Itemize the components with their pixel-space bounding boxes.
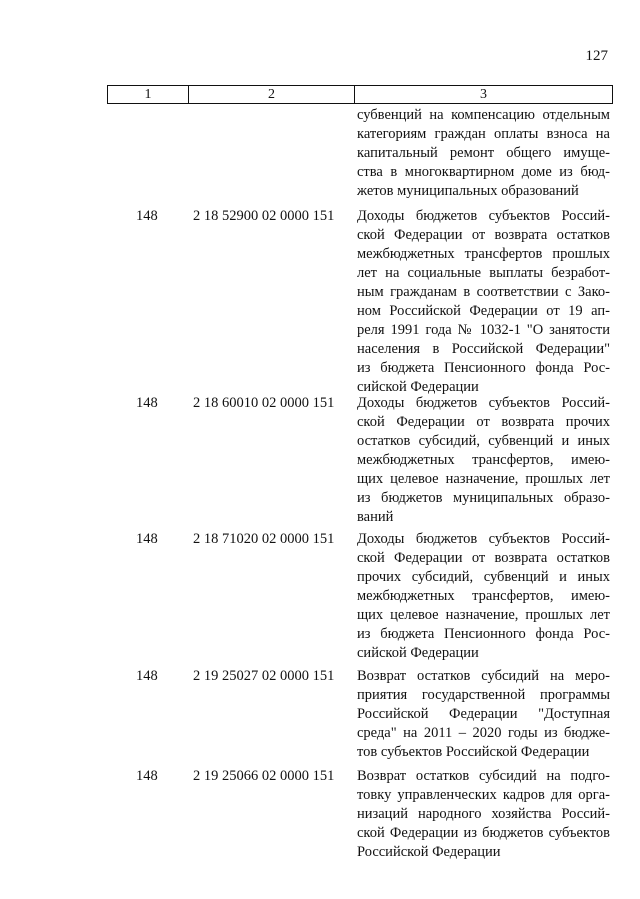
admin-code: 148 [136, 395, 158, 411]
desc-line: щих целевое назначение, прошлых лет [357, 471, 610, 487]
page-number: 127 [585, 48, 608, 64]
admin-code: 148 [136, 668, 158, 684]
desc-line: из бюджетов муниципальных образо- [357, 490, 610, 506]
desc-line: остатков субсидий, субвенций и иных [357, 433, 610, 449]
desc-line: лет на социальные выплаты безработ- [357, 265, 610, 281]
income-description [357, 530, 610, 663]
desc-line: прочих субсидий, субвенций и иных [357, 569, 610, 585]
admin-code: 148 [136, 208, 158, 224]
continuation-description [357, 106, 610, 201]
desc-line: Российской Федерации [357, 844, 501, 860]
desc-line: ской Федерации от возврата остатков [357, 227, 610, 243]
admin-code: 148 [136, 768, 158, 784]
desc-line: жетов муниципальных образований [357, 183, 579, 199]
desc-line: среда" на 2011 – 2020 годы из бюдже- [357, 725, 610, 741]
budget-classification-code: 2 19 25066 02 0000 151 [193, 768, 335, 784]
budget-classification-code: 2 18 71020 02 0000 151 [193, 531, 335, 547]
desc-line: Российской Федерации "Доступная [357, 706, 610, 722]
budget-classification-code: 2 18 60010 02 0000 151 [193, 395, 335, 411]
desc-line: ской Федерации из бюджетов субъектов [357, 825, 610, 841]
desc-line: реля 1991 года № 1032-1 "О занятости [357, 322, 610, 338]
desc-line: из бюджета Пенсионного фонда Рос- [357, 626, 610, 642]
desc-line: Доходы бюджетов субъектов Россий- [357, 395, 610, 411]
desc-line: Доходы бюджетов субъектов Россий- [357, 208, 610, 224]
income-description [357, 394, 610, 527]
desc-line: межбюджетных трансфертов, имею- [357, 452, 610, 468]
desc-line: ным гражданам в соответствии с Зако- [357, 284, 610, 300]
desc-line: сийской Федерации [357, 645, 479, 661]
desc-line: приятия государственной программы [357, 687, 610, 703]
budget-classification-code: 2 18 52900 02 0000 151 [193, 208, 335, 224]
desc-line: сийской Федерации [357, 379, 479, 395]
header-col-3: 3 [354, 86, 612, 103]
desc-line: капитальный ремонт общего имуще- [357, 145, 610, 161]
income-description [357, 667, 610, 762]
income-description [357, 207, 610, 397]
income-description [357, 767, 610, 862]
desc-line: из бюджета Пенсионного фонда Рос- [357, 360, 610, 376]
header-col-1: 1 [144, 87, 152, 102]
desc-line: населения в Российской Федерации" [357, 341, 610, 357]
desc-line: низаций народного хозяйства Россий- [357, 806, 610, 822]
desc-line: Доходы бюджетов субъектов Россий- [357, 531, 610, 547]
desc-line: категориям граждан оплаты взноса на [357, 126, 610, 142]
desc-line: ской Федерации от возврата прочих [357, 414, 610, 430]
desc-line: ства в многоквартирном доме из бюд- [357, 164, 610, 180]
desc-line: тов субъектов Российской Федерации [357, 744, 590, 760]
desc-line: ской Федерации от возврата остатков [357, 550, 610, 566]
desc-line: товку управленческих кадров для орга- [357, 787, 610, 803]
desc-line: ваний [357, 509, 394, 525]
header-col-2: 2 [188, 86, 354, 103]
table-header [107, 85, 613, 104]
desc-line: щих целевое назначение, прошлых лет [357, 607, 610, 623]
admin-code: 148 [136, 531, 158, 547]
budget-classification-code: 2 19 25027 02 0000 151 [193, 668, 335, 684]
desc-line: субвенций на компенсацию отдельным [357, 107, 610, 123]
desc-line: межбюджетных трансфертов, имею- [357, 588, 610, 604]
desc-line: ном Российской Федерации от 19 ап- [357, 303, 610, 319]
desc-line: Возврат остатков субсидий на меро- [357, 668, 610, 684]
desc-line: межбюджетных трансфертов прошлых [357, 246, 610, 262]
desc-line: Возврат остатков субсидий на подго- [357, 768, 610, 784]
